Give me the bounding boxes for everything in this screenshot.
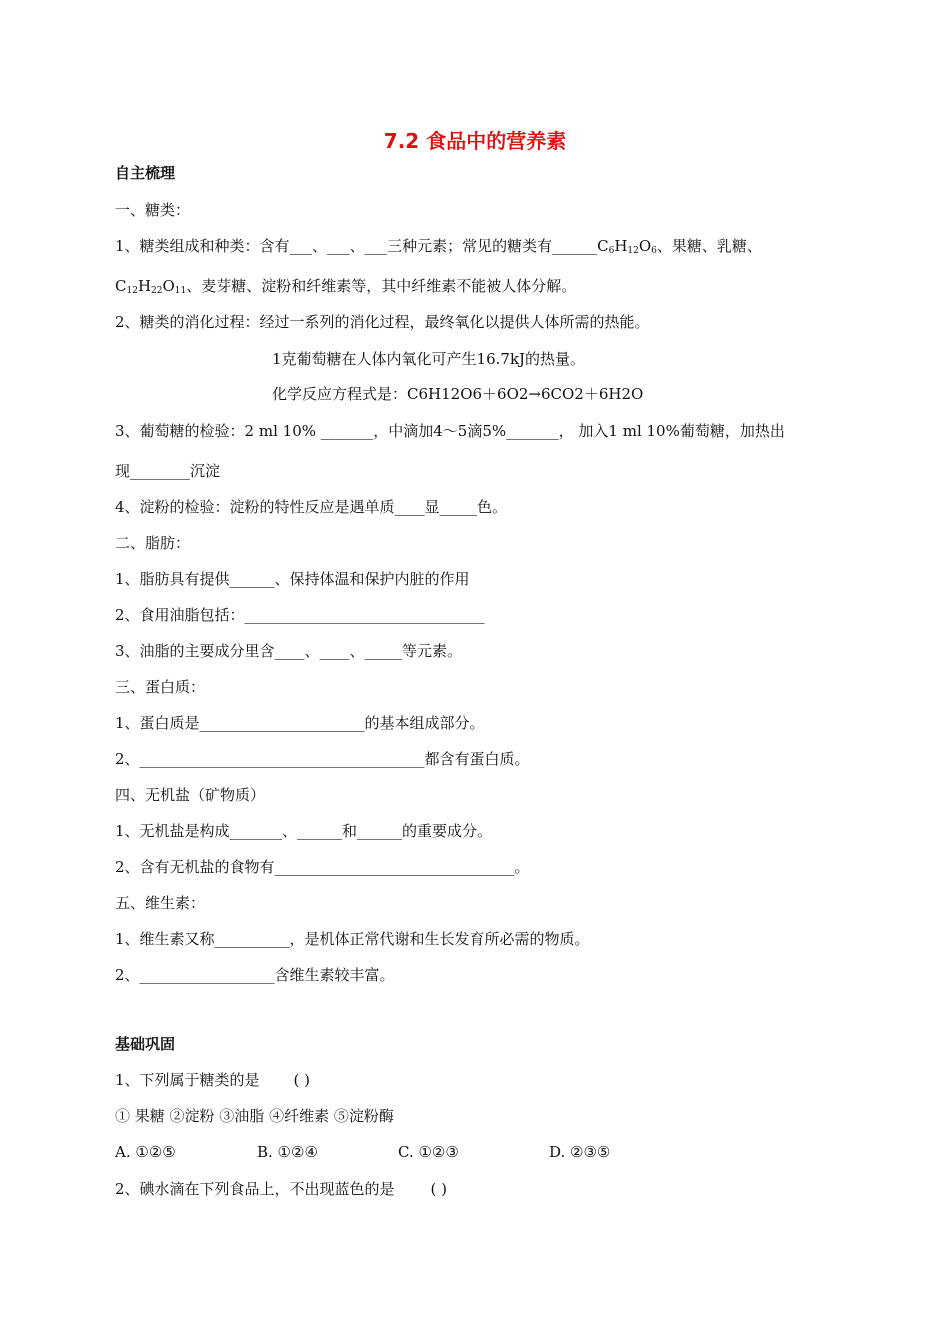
- minerals-q1: 1、无机盐是构成_______、______和______的重要成分。: [115, 822, 493, 840]
- carbs-q1-line2: [115, 276, 576, 296]
- basics-q1-stem: [115, 1070, 310, 1090]
- section-heading-basics: 基础巩固: [115, 1035, 176, 1053]
- carbs-q1-end: 、果糖、乳糖、: [656, 237, 762, 255]
- answer-paren: ( ): [430, 1180, 448, 1198]
- separator: 、: [349, 237, 365, 255]
- carbs-q2-equation: 化学反应方程式是：C6H12O6＋6O2→6CO2＋6H2O: [272, 385, 644, 403]
- carbs-q4: 4、淀粉的检验：淀粉的特性反应是遇单质____显_____色。: [115, 498, 508, 516]
- question-stem: 1、下列属于糖类的是: [115, 1071, 260, 1089]
- glucose-formula: $C_6H_{12}O_6$: [597, 237, 657, 256]
- carbs-q2: 2、糖类的消化过程：经过一系列的消化过程，最终氧化以提供人体所需的热能。: [115, 313, 650, 331]
- basics-q2-stem: [115, 1179, 447, 1199]
- choice-a: A. ①②⑤: [115, 1143, 176, 1161]
- sucrose-formula: $C_{12}H_{22}O_{11}$: [115, 277, 187, 296]
- blank: ___: [289, 237, 313, 255]
- fats-q3: 3、油脂的主要成分里含____、____、_____等元素。: [115, 642, 463, 660]
- protein-q2: 2、______________________________________都含有蛋白质。: [115, 750, 530, 768]
- separator: 、: [312, 237, 328, 255]
- carbs-q1-mid: 三种元素；常见的糖类有: [387, 237, 553, 255]
- fats-heading: 二、脂肪：: [115, 534, 191, 552]
- section-heading-self-study: 自主梳理: [115, 164, 176, 182]
- carbs-q3-line1: 3、葡萄糖的检验：2 ml 10% _______，中滴加4～5滴5%_______， 加入1 ml 10%葡萄糖，加热出: [115, 422, 785, 440]
- protein-heading: 三、蛋白质：: [115, 678, 206, 696]
- answer-paren: ( ): [293, 1071, 311, 1089]
- blank: ___: [364, 237, 388, 255]
- blank: ______: [552, 237, 598, 255]
- vitamins-q1: 1、维生素又称__________，是机体正常代谢和生长发育所必需的物质。: [115, 930, 590, 948]
- vitamins-heading: 五、维生素：: [115, 894, 206, 912]
- question-stem: 2、碘水滴在下列食品上，不出现蓝色的是: [115, 1180, 395, 1198]
- choice-c: C. ①②③: [398, 1143, 459, 1161]
- protein-q1: 1、蛋白质是______________________的基本组成部分。: [115, 714, 485, 732]
- carbs-q1-text: 、麦芽糖、淀粉和纤维素等，其中纤维素不能被人体分解。: [186, 277, 577, 295]
- carbs-q1-line1: [115, 236, 762, 256]
- carbs-q1-prefix: 1、糖类组成和种类：含有: [115, 237, 290, 255]
- minerals-heading: 四、无机盐（矿物质）: [115, 786, 266, 804]
- choice-b: B. ①②④: [257, 1143, 318, 1161]
- carbs-q2-energy: 1克葡萄糖在人体内氧化可产生16.7kJ的热量。: [272, 350, 586, 368]
- choice-d: D. ②③⑤: [549, 1143, 611, 1161]
- minerals-q2: 2、含有无机盐的食物有________________________________。: [115, 858, 530, 876]
- blank: ___: [327, 237, 350, 255]
- fats-q1: 1、脂肪具有提供______、保持体温和保护内脏的作用: [115, 570, 470, 588]
- basics-q1-options: ① 果糖 ②淀粉 ③油脂 ④纤维素 ⑤淀粉酶: [115, 1107, 394, 1125]
- carbs-heading: 一、糖类：: [115, 201, 191, 219]
- vitamins-q2: 2、__________________含维生素较丰富。: [115, 966, 395, 984]
- page-title: 7.2 食品中的营养素: [383, 129, 567, 153]
- fats-q2: 2、食用油脂包括：________________________________: [115, 606, 485, 624]
- carbs-q3-line2: 现________沉淀: [115, 462, 221, 480]
